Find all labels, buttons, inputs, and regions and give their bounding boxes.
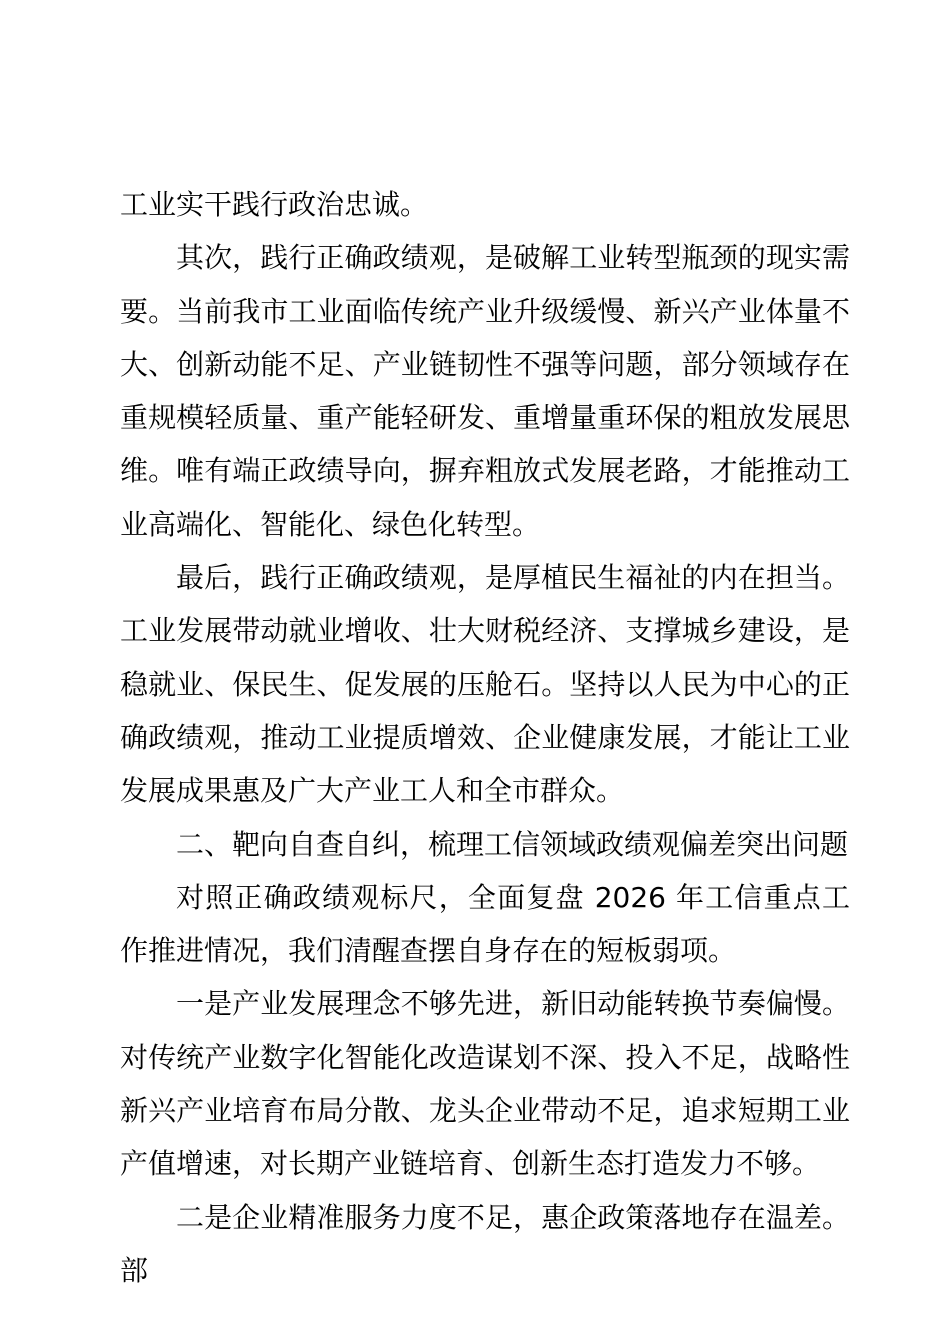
body-paragraph: 二是企业精准服务力度不足，惠企政策落地存在温差。部 [120,1200,850,1287]
body-paragraph: 一是产业发展理念不够先进，新旧动能转换节奏偏慢。对传统产业数字化智能化改造谋划不深、投入不足，战略性新兴产业培育布局分散、龙头企业带动不足，追求短期工业产值增速，对长期产业链培育、创新生态打造发力不够。 [120,987,850,1181]
body-paragraph: 最后，践行正确政绩观，是厚植民生福祉的内在担当。工业发展带动就业增收、壮大财税经济、支撑城乡建设，是稳就业、保民生、促发展的压舱石。坚持以人民为中心的正确政绩观，推动工业提质增效、企业健康发展，才能让工业发展成果惠及广大产业工人和全市群众。 [120,561,850,808]
body-paragraph: 对照正确政绩观标尺，全面复盘 2026 年工信重点工作推进情况，我们清醒查摆自身存在的短板弱项。 [120,880,850,968]
body-paragraph: 工业实干践行政治忠诚。 [120,188,429,221]
document-body [120,178,850,1297]
section-heading: 二、靶向自查自纠，梳理工信领域政绩观偏差突出问题 [176,827,849,861]
body-paragraph: 其次，践行正确政绩观，是破解工业转型瓶颈的现实需要。当前我市工业面临传统产业升级缓慢、新兴产业体量不大、创新动能不足、产业链韧性不强等问题，部分领域存在重规模轻质量、重产能轻研发、重增量重环保的粗放发展思维。唯有端正政绩导向，摒弃粗放式发展老路，才能推动工业高端化、智能化、绿色化转型。 [120,241,850,541]
